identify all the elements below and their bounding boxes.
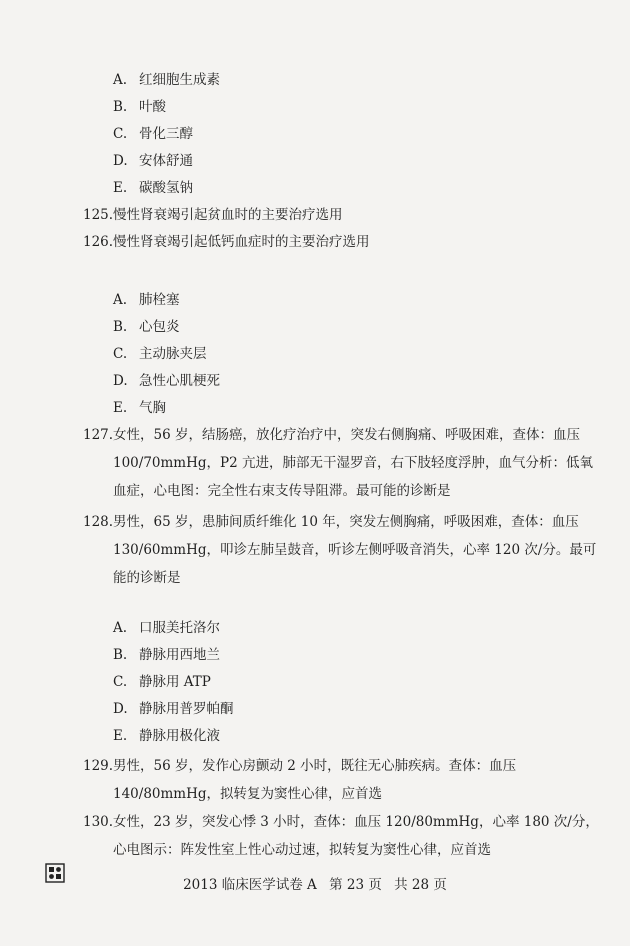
option-row: [113, 618, 220, 638]
option-letter: C.: [113, 126, 128, 142]
option-row: [113, 672, 211, 692]
option-letter: D.: [113, 153, 128, 169]
option-text: 静脉用普罗帕酮: [139, 701, 234, 717]
option-row: [113, 344, 207, 364]
option-letter: E.: [113, 180, 128, 196]
option-text: 静脉用 ATP: [139, 674, 211, 690]
question: [83, 752, 603, 808]
question: [83, 228, 603, 256]
option-row: [113, 317, 180, 337]
option-text: 红细胞生成素: [139, 72, 220, 88]
question-number: 130.: [83, 814, 114, 830]
option-row: [113, 726, 220, 746]
option-text: 骨化三醇: [139, 126, 193, 142]
page-total: 共 28 页: [394, 877, 447, 893]
option-letter: B.: [113, 319, 128, 335]
option-row: [113, 699, 234, 719]
option-text: 安体舒通: [139, 153, 193, 169]
option-text: 口服美托洛尔: [139, 620, 220, 636]
option-row: [113, 398, 166, 418]
option-text: 静脉用极化液: [139, 728, 220, 744]
option-letter: D.: [113, 373, 128, 389]
option-letter: E.: [113, 728, 128, 744]
question-number: 126.: [83, 234, 114, 250]
question: [83, 201, 603, 229]
page-number: 第 23 页: [329, 877, 382, 893]
question-text: 慢性肾衰竭引起低钙血症时的主要治疗选用: [113, 234, 370, 250]
option-text: 主动脉夹层: [139, 346, 207, 362]
option-letter: D.: [113, 701, 128, 717]
page-footer: [0, 873, 630, 893]
question: [83, 508, 603, 592]
question: [83, 421, 603, 505]
option-text: 碳酸氢钠: [139, 180, 193, 196]
option-row: [113, 645, 220, 665]
option-letter: A.: [113, 620, 128, 636]
question-text: 男性，56 岁，发作心房颤动 2 小时，既往无心肺疾病。查体：血压 140/80mmHg，拟转复为窦性心律，应首选: [113, 758, 517, 802]
option-letter: C.: [113, 346, 128, 362]
option-row: [113, 70, 220, 90]
option-text: 肺栓塞: [139, 292, 180, 308]
option-text: 气胸: [139, 400, 166, 416]
option-text: 心包炎: [139, 319, 180, 335]
option-letter: A.: [113, 292, 128, 308]
option-letter: E.: [113, 400, 128, 416]
question-text: 男性，65 岁，患肺间质纤维化 10 年，突发左侧胸痛，呼吸困难，查体：血压 130/60mmHg，叩诊左肺呈鼓音，听诊左侧呼吸音消失，心率 120 次/分。最可能的诊断是: [113, 514, 597, 586]
question-text: 女性，56 岁，结肠癌，放化疗治疗中，突发右侧胸痛、呼吸困难，查体：血压 100/70mmHg，P2 亢进，肺部无干湿罗音，右下肢轻度浮肿，血气分析：低氧血症，心电图：完全性右束支传导阻滞。最可能的诊断是: [113, 427, 593, 499]
question-number: 129.: [83, 758, 114, 774]
option-row: [113, 97, 166, 117]
question-number: 127.: [83, 427, 114, 443]
option-row: [113, 290, 180, 310]
option-letter: C.: [113, 674, 128, 690]
question-number: 128.: [83, 514, 114, 530]
exam-name: 2013 临床医学试卷 A: [183, 877, 317, 893]
question-text: 慢性肾衰竭引起贫血时的主要治疗选用: [113, 207, 343, 223]
option-row: [113, 371, 220, 391]
option-row: [113, 124, 193, 144]
question-number: 125.: [83, 207, 114, 223]
option-letter: A.: [113, 72, 128, 88]
option-text: 静脉用西地兰: [139, 647, 220, 663]
question-text: 女性，23 岁，突发心悸 3 小时，查体：血压 120/80mmHg，心率 180 次/分，心电图示：阵发性室上性心动过速，拟转复为窦性心律，应首选: [113, 814, 599, 858]
option-row: [113, 151, 193, 171]
option-row: [113, 178, 193, 198]
option-text: 叶酸: [139, 99, 166, 115]
option-letter: B.: [113, 99, 128, 115]
option-text: 急性心肌梗死: [139, 373, 220, 389]
option-letter: B.: [113, 647, 128, 663]
question: [83, 808, 603, 864]
